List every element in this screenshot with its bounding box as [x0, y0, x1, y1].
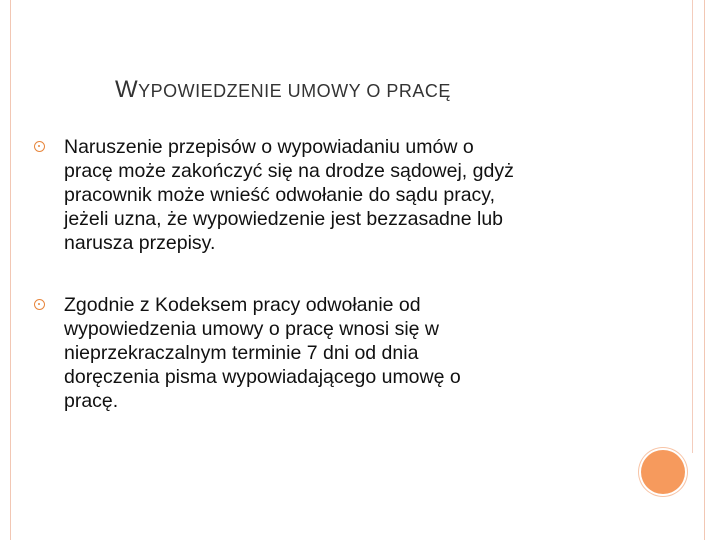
- decorative-circle: [641, 450, 685, 494]
- bullet-list: [32, 135, 692, 451]
- bullet-item: [32, 293, 692, 413]
- bullet-text: Naruszenie przepisów o wypowiadaniu umów o pracę może zakończyć się na drodze sądowej, gdyż pracownik może wnieść odwołanie do sądu pracy, jeżeli uzna, że wypowiedzenie jest bezzasadne lub narusza przepisy.: [64, 136, 514, 254]
- circle-bullet-icon: [34, 141, 45, 152]
- circle-bullet-icon: [34, 299, 45, 310]
- decorative-vertical-line: [692, 0, 693, 453]
- slide-title-rest: YPOWIEDZENIE UMOWY O PRACĘ: [138, 81, 451, 101]
- bullet-text: Zgodnie z Kodeksem pracy odwołanie od wypowiedzenia umowy o pracę wnosi się w nieprzekraczalnym terminie 7 dni od dnia doręczenia pisma wypowiadającego umowę o pracę.: [64, 294, 461, 412]
- slide-title: [115, 76, 451, 104]
- bullet-item: [32, 135, 692, 255]
- slide-title-first-letter: W: [115, 76, 139, 103]
